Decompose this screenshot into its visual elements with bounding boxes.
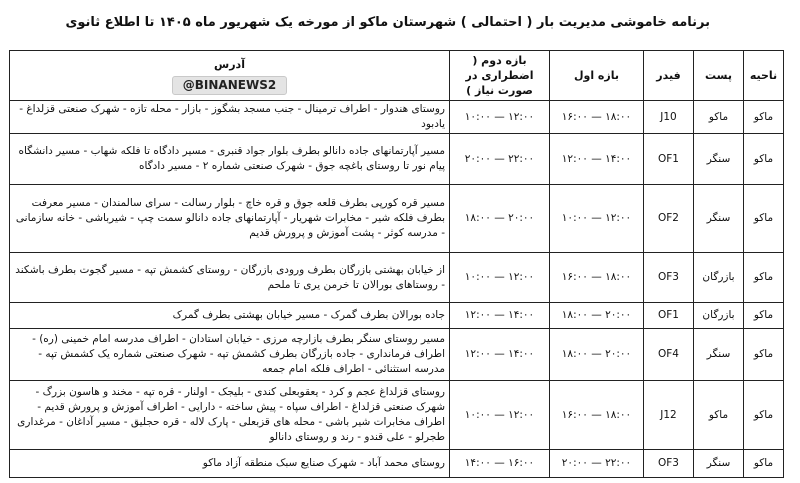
cell-region: ماکو bbox=[744, 134, 784, 185]
header-region: ناحیه bbox=[744, 51, 784, 101]
header-post: پست bbox=[694, 51, 744, 101]
cell-address: مسیر قره کورپی بطرف قلعه جوق و قره خاچ - بلوار رسالت - سرای سالمندان - مسیر معرفت بطرف فلکه شیر - مخابرات شهریار - آپارتمانهای جاده دانالو سمت چپ - شیرباشی - خانه سازمانی - مدرسه کوثر - پشت آموزش و پرورش قدیم bbox=[10, 185, 450, 253]
cell-first-window: ۲۰:۰۰ — ۱۸:۰۰ bbox=[550, 303, 644, 329]
cell-feeder: OF4 bbox=[644, 329, 694, 381]
cell-region: ماکو bbox=[744, 450, 784, 478]
table-row bbox=[10, 450, 784, 478]
cell-second-window: ۱۶:۰۰ — ۱۴:۰۰ bbox=[450, 450, 550, 478]
cell-post: ماکو bbox=[694, 381, 744, 450]
cell-feeder: OF2 bbox=[644, 185, 694, 253]
cell-region: ماکو bbox=[744, 185, 784, 253]
cell-second-window: ۱۲:۰۰ — ۱۰:۰۰ bbox=[450, 101, 550, 134]
cell-first-window: ۱۸:۰۰ — ۱۶:۰۰ bbox=[550, 101, 644, 134]
cell-second-window: ۱۲:۰۰ — ۱۰:۰۰ bbox=[450, 381, 550, 450]
cell-address: روستای هندوار - اطراف ترمینال - جنب مسجد بشگوز - بازار - محله تازه - شهرک صنعتی قزلداغ - یادبود bbox=[10, 101, 450, 134]
document-title: برنامه خاموشی مدیریت بار ( احتمالی ) شهرستان ماکو از مورخه یک شهریور ماه ۱۴۰۵ تا اطلاع ثانوی bbox=[65, 15, 710, 30]
cell-region: ماکو bbox=[744, 329, 784, 381]
table-row bbox=[10, 134, 784, 185]
table-row bbox=[10, 381, 784, 450]
header-second-window: بازه دوم ( اضطراری در صورت نیاز ) bbox=[450, 51, 550, 101]
watermark-badge: @BINANEWS2 bbox=[172, 76, 287, 95]
cell-first-window: ۱۸:۰۰ — ۱۶:۰۰ bbox=[550, 253, 644, 303]
cell-address: جاده بورالان بطرف گمرک - مسیر خیابان بهشتی بطرف گمرک bbox=[10, 303, 450, 329]
cell-region: ماکو bbox=[744, 253, 784, 303]
cell-address: از خیابان بهشتی بازرگان بطرف ورودی بازرگان - روستای کشمش تپه - مسیر گجوت بطرف باشکند - روستاهای بورالان تا خرمن یری تا ملحم bbox=[10, 253, 450, 303]
table-header-row bbox=[10, 51, 784, 101]
cell-second-window: ۱۴:۰۰ — ۱۲:۰۰ bbox=[450, 303, 550, 329]
cell-post: سنگر bbox=[694, 134, 744, 185]
cell-region: ماکو bbox=[744, 101, 784, 134]
cell-feeder: OF1 bbox=[644, 134, 694, 185]
table-row bbox=[10, 303, 784, 329]
cell-second-window: ۱۴:۰۰ — ۱۲:۰۰ bbox=[450, 329, 550, 381]
cell-address: مسیر روستای سنگر بطرف بازارچه مرزی - خیابان استادان - اطراف مدرسه امام خمینی (ره) - اطراف فرمانداری - جاده بازرگان بطرف کشمش تپه - شهرک صنعتی شماره یک کشمش تپه - مدرسه استثنائی - اطراف فلکه امام جمعه bbox=[10, 329, 450, 381]
cell-second-window: ۲۲:۰۰ — ۲۰:۰۰ bbox=[450, 134, 550, 185]
table-row bbox=[10, 101, 784, 134]
cell-post: سنگر bbox=[694, 329, 744, 381]
cell-second-window: ۲۰:۰۰ — ۱۸:۰۰ bbox=[450, 185, 550, 253]
cell-feeder: J12 bbox=[644, 381, 694, 450]
cell-address: روستای قزلداغ عجم و کرد - یعقوبعلی کندی - بلیجک - اولنار - قره تپه - مخند و هاسون بزرگ - شهرک صنعتی قزلداغ - اطراف سپاه - پیش ساخته - دارایی - اطراف آموزش و پرورش قدیم - اطراف مخابرات شیر باشی - محله های قزبعلی - پارک لاله - قره حجلیق - مسیر آداغان - مرغداری طجرلو - علی قندو - رند و روستای دانالو bbox=[10, 381, 450, 450]
cell-address: مسیر آپارتمانهای جاده دانالو بطرف بلوار جواد قنبری - مسیر دادگاه تا فلکه شهاب - مسیر دانشگاه پیام نور تا روستای باغچه جوق - شهرک صنعتی شماره ۲ - مسیر دادگاه bbox=[10, 134, 450, 185]
header-address bbox=[10, 51, 450, 101]
cell-feeder: OF1 bbox=[644, 303, 694, 329]
cell-second-window: ۱۲:۰۰ — ۱۰:۰۰ bbox=[450, 253, 550, 303]
cell-first-window: ۱۴:۰۰ — ۱۲:۰۰ bbox=[550, 134, 644, 185]
table-row bbox=[10, 329, 784, 381]
cell-feeder: J10 bbox=[644, 101, 694, 134]
cell-address: روستای محمد آباد - شهرک صنایع سبک منطقه آزاد ماکو bbox=[10, 450, 450, 478]
cell-feeder: OF3 bbox=[644, 253, 694, 303]
cell-post: بازرگان bbox=[694, 303, 744, 329]
outage-schedule-table bbox=[9, 50, 784, 478]
cell-post: ماکو bbox=[694, 101, 744, 134]
cell-region: ماکو bbox=[744, 381, 784, 450]
cell-post: سنگر bbox=[694, 185, 744, 253]
cell-first-window: ۱۸:۰۰ — ۱۶:۰۰ bbox=[550, 381, 644, 450]
header-address-label: آدرس bbox=[214, 57, 245, 71]
cell-first-window: ۲۲:۰۰ — ۲۰:۰۰ bbox=[550, 450, 644, 478]
cell-feeder: OF3 bbox=[644, 450, 694, 478]
table-row bbox=[10, 253, 784, 303]
cell-first-window: ۱۲:۰۰ — ۱۰:۰۰ bbox=[550, 185, 644, 253]
header-feeder: فیدر bbox=[644, 51, 694, 101]
table-row bbox=[10, 185, 784, 253]
header-first-window: بازه اول bbox=[550, 51, 644, 101]
cell-region: ماکو bbox=[744, 303, 784, 329]
cell-post: بازرگان bbox=[694, 253, 744, 303]
cell-first-window: ۲۰:۰۰ — ۱۸:۰۰ bbox=[550, 329, 644, 381]
cell-post: سنگر bbox=[694, 450, 744, 478]
